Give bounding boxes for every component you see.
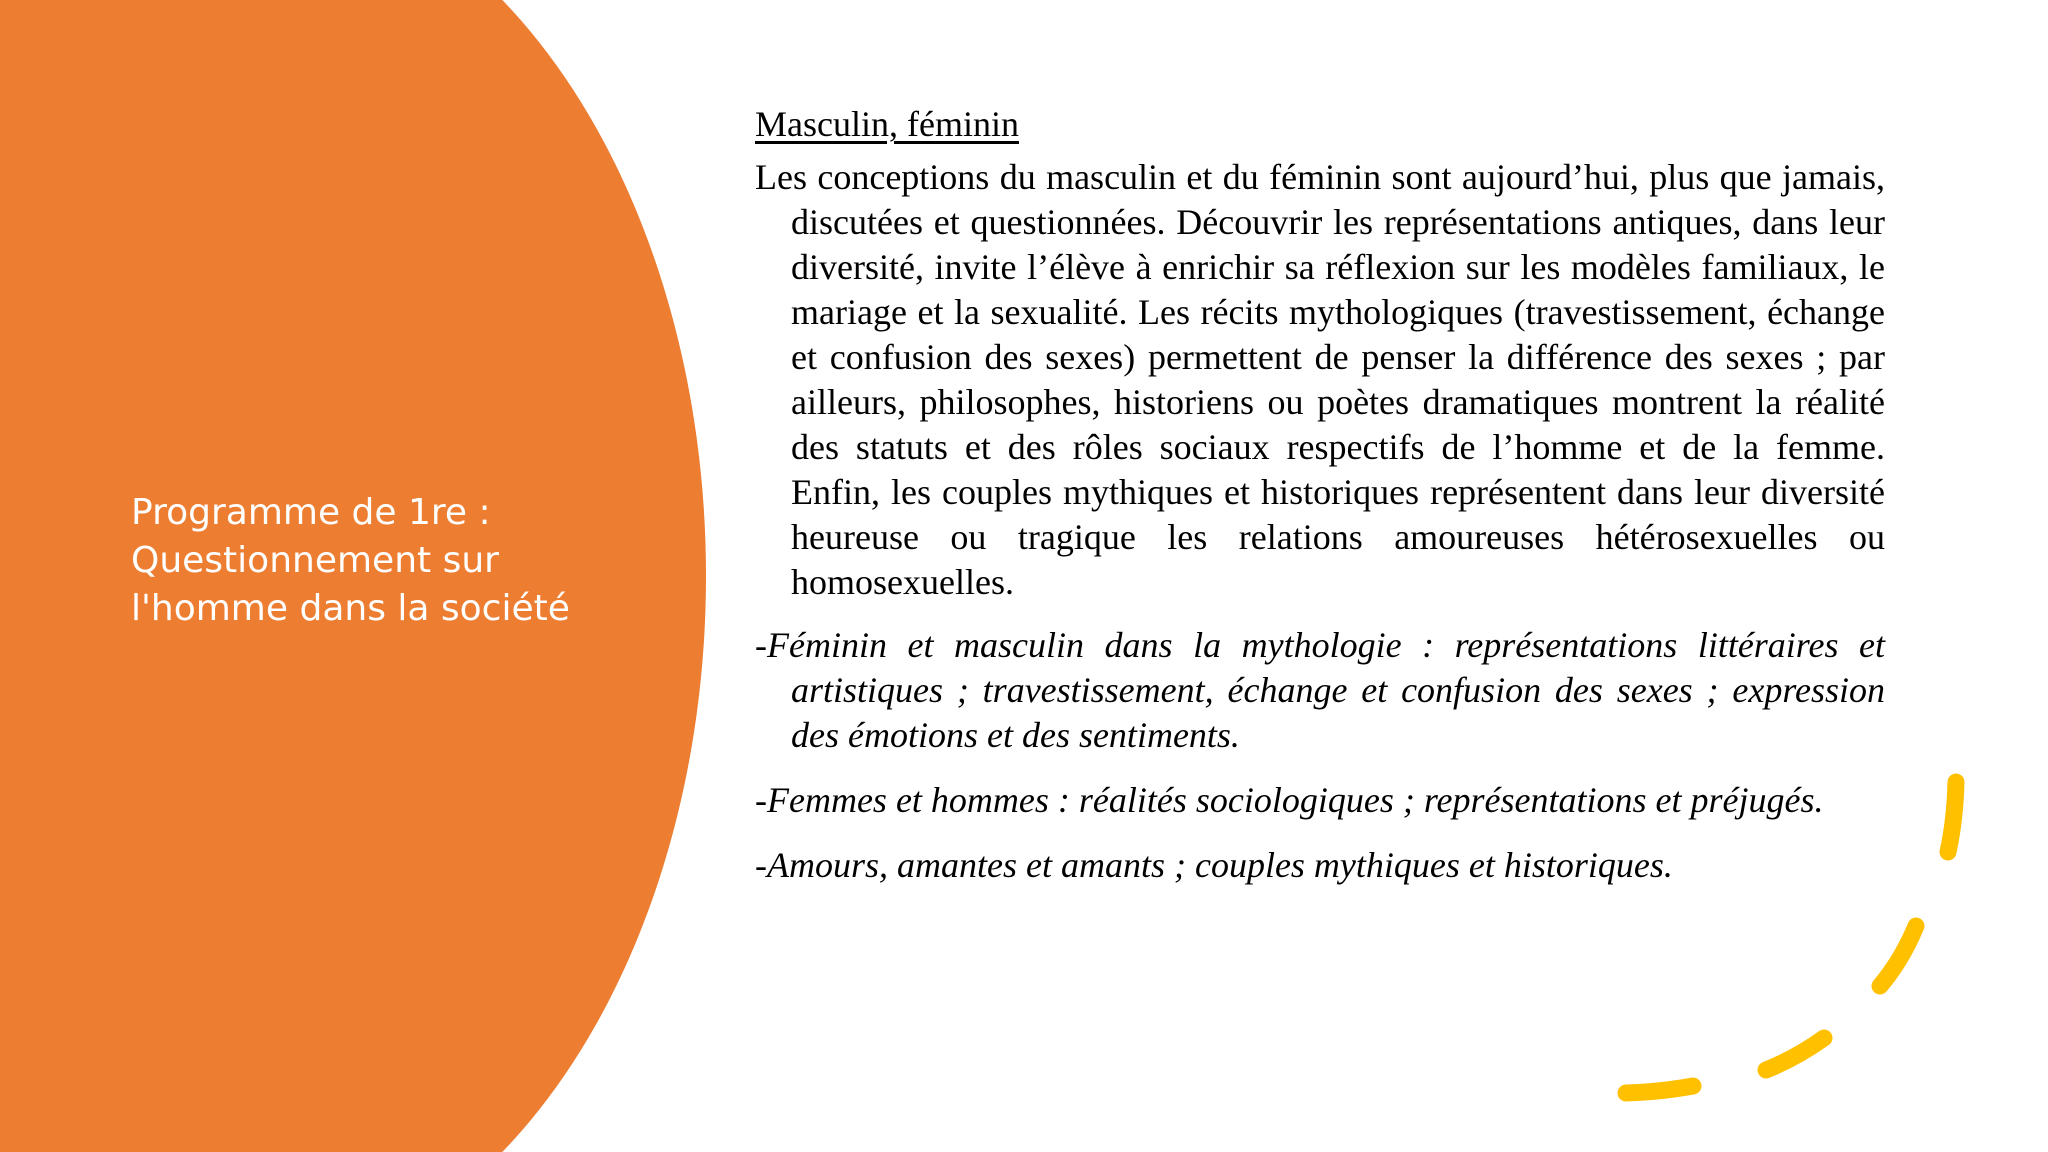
dash-segment (1626, 1086, 1693, 1093)
dash-segment (1766, 1038, 1824, 1070)
intro-paragraph: Les conceptions du masculin et du féminin sont aujourd’hui, plus que jamais, discutées et questionnées. Découvrir les représentations antiques, dans leur diversité, invite l’élève à enrichir sa réflexion sur les modèles familiaux, le mariage et la sexualité. Les récits mythologiques (travestissement, échange et confusion des sexes) permettent de penser la différence des sexes ; par ailleurs, philosophes, historiens ou poètes dramatiques montrent la réalité des statuts et des rôles sociaux respectifs de l’homme et de la femme. Enfin, les couples mythiques et historiques représentent dans leur diversité heureuse ou tragique les relations amoureuses hétérosexuelles ou homosexuelles. (755, 157, 1885, 602)
topic-item: -Féminin et masculin dans la mythologie : représentations littéraires et artistiques ; travestissement, échange et confusion des sexes ; expression des émotions et des sentiments. (755, 625, 1885, 755)
dash-segment (1948, 782, 1956, 852)
dash-segment (1880, 926, 1916, 986)
topic-item: -Amours, amantes et amants ; couples mythiques et historiques. (755, 845, 1673, 885)
section-heading: Masculin, féminin (755, 104, 1019, 144)
dashed-curve-decoration (1560, 760, 1980, 1120)
slide-title: Programme de 1re : Questionnement sur l'homme dans la société (131, 492, 570, 629)
topic-item: -Femmes et hommes : réalités sociologiques ; représentations et préjugés. (755, 780, 1824, 820)
